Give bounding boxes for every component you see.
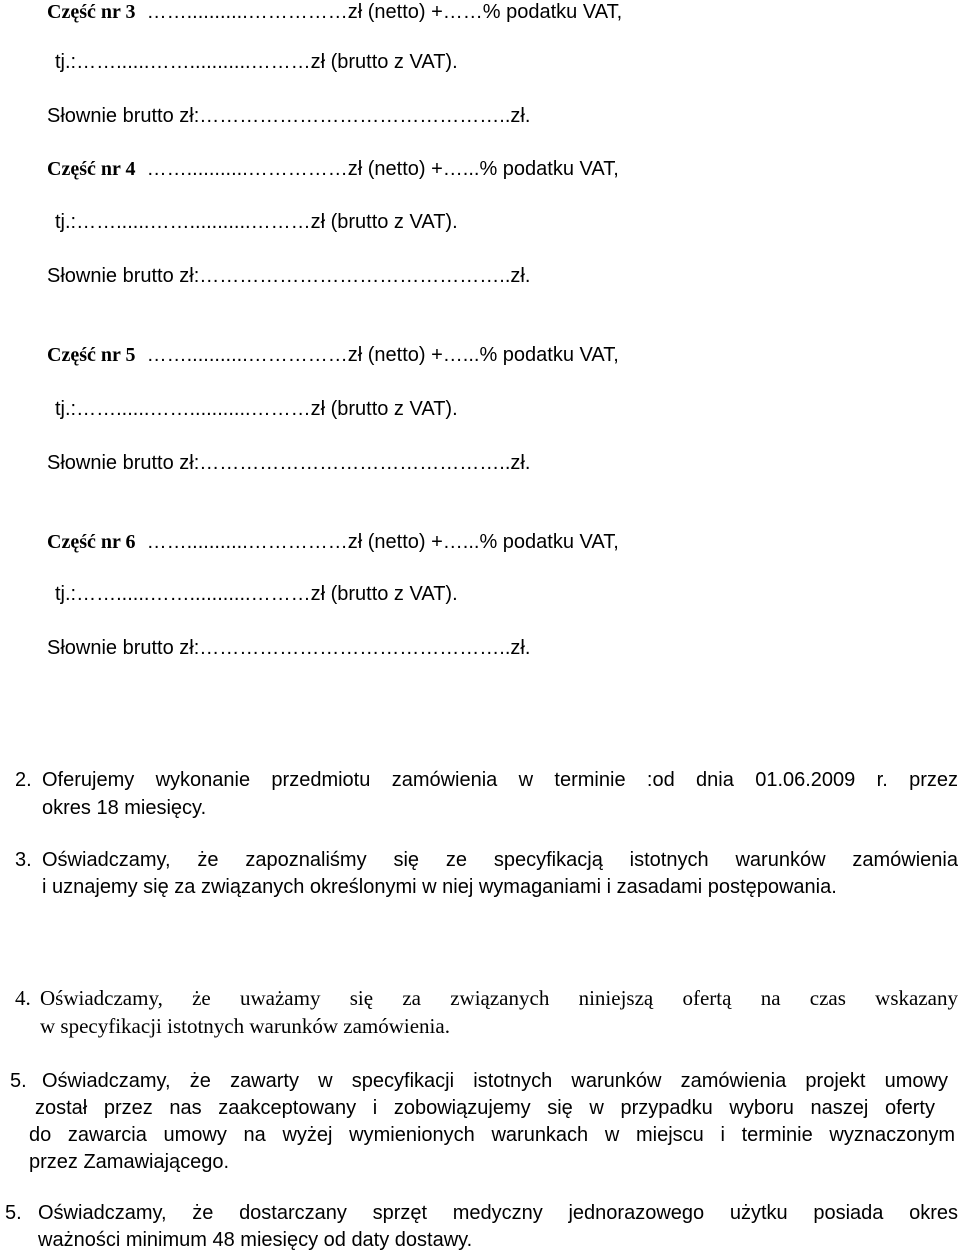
- part-label: Część nr 4: [47, 158, 136, 180]
- item-text-line: został przez nas zaakceptowany i zobowiązujemy się w przypadku wyboru naszej oferty: [35, 1097, 935, 1119]
- slownie-line: Słownie brutto zł:………………………………………..zł.: [47, 452, 531, 474]
- brutto-line: tj.:……......……...........………zł (brutto z VAT).: [55, 51, 458, 73]
- netto-line: ……...........……………zł (netto) +…...% podatku VAT,: [146, 344, 619, 366]
- brutto-line: tj.:……......……...........………zł (brutto z VAT).: [55, 211, 458, 233]
- item-number: 5.: [5, 1202, 22, 1224]
- netto-line: ……...........……………zł (netto) +…...% podatku VAT,: [146, 531, 619, 553]
- part-line: [47, 0, 622, 24]
- item-number: 3.: [15, 849, 32, 871]
- part-line: [47, 530, 619, 554]
- brutto-line: tj.:……......……...........………zł (brutto z VAT).: [55, 583, 458, 605]
- slownie-line: Słownie brutto zł:………………………………………..zł.: [47, 265, 531, 287]
- part-line: [47, 343, 619, 367]
- item-text-line: do zawarcia umowy na wyżej wymienionych warunkach w miejscu i terminie wyznaczonym: [29, 1124, 955, 1146]
- item-text-line: Oświadczamy, że dostarczany sprzęt medyczny jednorazowego użytku posiada okres: [38, 1202, 958, 1224]
- item-text-line: przez Zamawiającego.: [29, 1151, 230, 1173]
- part-label: Część nr 6: [47, 531, 136, 553]
- item-text-line: Oświadczamy, że uważamy się za związanych niniejszą ofertą na czas wskazany: [40, 986, 958, 1010]
- item-number: 5.: [10, 1070, 27, 1092]
- item-number: 4.: [15, 986, 31, 1010]
- item-text-line: w specyfikacji istotnych warunków zamówienia.: [40, 1014, 450, 1038]
- item-text-line: okres 18 miesięcy.: [42, 797, 207, 819]
- slownie-line: Słownie brutto zł:………………………………………..zł.: [47, 637, 531, 659]
- part-label: Część nr 3: [47, 1, 136, 23]
- item-text-line: Oświadczamy, że zapoznaliśmy się ze specyfikacją istotnych warunków zamówienia: [42, 849, 958, 871]
- netto-line: ……...........……………zł (netto) +…...% podatku VAT,: [146, 158, 619, 180]
- item-text-line: ważności minimum 48 miesięcy od daty dostawy.: [38, 1229, 473, 1251]
- item-number: 2.: [15, 769, 32, 791]
- slownie-line: Słownie brutto zł:………………………………………..zł.: [47, 105, 531, 127]
- item-text-line: Oświadczamy, że zawarty w specyfikacji istotnych warunków zamówienia projekt umowy: [42, 1070, 948, 1092]
- part-line: [47, 157, 619, 181]
- netto-line: ……...........……………zł (netto) +……% podatku VAT,: [146, 1, 623, 23]
- part-label: Część nr 5: [47, 344, 136, 366]
- item-text-line: Oferujemy wykonanie przedmiotu zamówienia w terminie :od dnia 01.06.2009 r. przez: [42, 769, 958, 791]
- item-text-line: i uznajemy się za związanych określonymi w niej wymaganiami i zasadami postępowania.: [42, 876, 837, 898]
- brutto-line: tj.:……......……...........………zł (brutto z VAT).: [55, 398, 458, 420]
